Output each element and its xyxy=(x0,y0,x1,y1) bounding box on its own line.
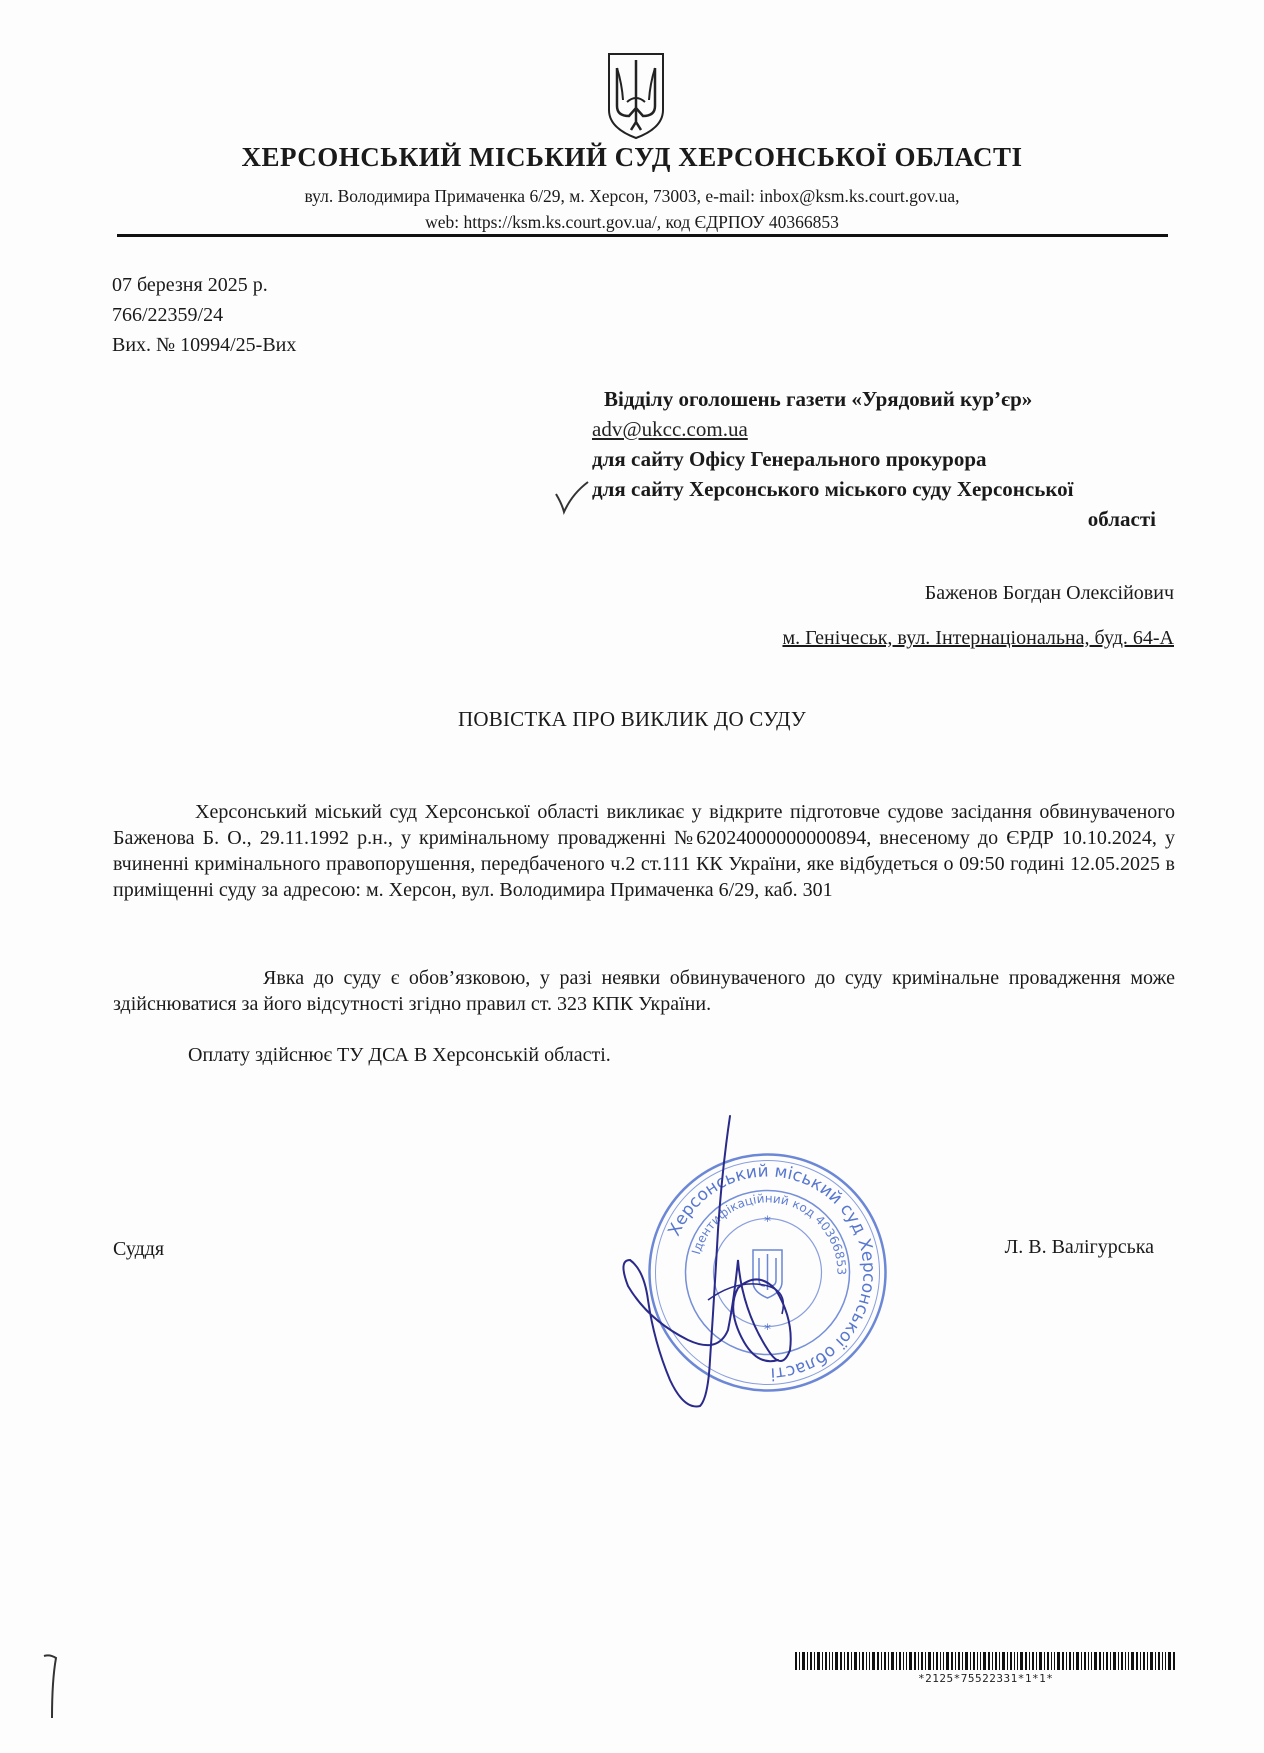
document-title: ПОВІСТКА ПРО ВИКЛИК ДО СУДУ xyxy=(457,707,806,731)
handwritten-signature xyxy=(618,1110,848,1410)
outgoing-number: Вих. № 10994/25-Вих xyxy=(112,334,297,356)
barcode-text: *2125*75522331*1*1* xyxy=(918,1672,1054,1685)
court-address-line1: вул. Володимира Примаченка 6/29, м. Херсон, 73003, e-mail: inbox@ksm.ks.court.gov.ua, xyxy=(304,186,960,206)
case-number: 766/22359/24 xyxy=(112,304,224,326)
svg-text:*: * xyxy=(764,1322,771,1338)
judge-name: Л. В. Валігурська xyxy=(1004,1236,1154,1258)
seal-inner-text: Ідентифікаційний код 40366853 xyxy=(689,1191,849,1276)
document-date: 07 березня 2025 р. xyxy=(112,274,268,296)
recipient-email: adv@ukcc.com.ua xyxy=(592,417,748,441)
header-divider xyxy=(117,234,1168,237)
recipient-court-site-cont: області xyxy=(1087,507,1156,531)
court-address xyxy=(0,183,1264,235)
checkmark-icon xyxy=(552,480,592,516)
judge-role: Суддя xyxy=(113,1238,165,1260)
recipients-block xyxy=(592,384,1172,534)
body-paragraph-1: Херсонський міський суд Херсонської області викликає у відкрите підготовче судове засідання обвинуваченого Баженова Б. О., 29.11.1992 р.н., у кримінальному провадженні №62024000000000894, внесеному до ЄРДР 10.10.2024, у вчиненні кримінального правопорушення, передбаченого ч.2 ст.111 КК України, яке відбудеться о 09:50 годині 12.05.2025 в приміщенні суду за адресою: м. Херсон, вул. Володимира Примаченка 6/29, каб. 301 xyxy=(113,801,1175,901)
recipient-court-site: для сайту Херсонського міського суду Херсонської xyxy=(592,477,1074,501)
court-address-line2: web: https://ksm.ks.court.gov.ua/, код ЄДРПОУ 40366853 xyxy=(425,212,839,232)
court-name: ХЕРСОНСЬКИЙ МІСЬКИЙ СУД ХЕРСОНСЬКОЇ ОБЛАСТІ xyxy=(241,142,1023,172)
handwritten-mark xyxy=(40,1650,64,1722)
body-paragraph-3: Оплату здійснює ТУ ДСА В Херсонській області. xyxy=(188,1044,611,1066)
seal-outer-text: Херсонський міський суд Херсонської області xyxy=(664,1161,879,1384)
document-meta xyxy=(112,270,296,360)
body-paragraph-2: Явка до суду є обов’язковою, у разі неявки обвинуваченого до суду кримінальне провадження може здійснюватися за його відсутності згідно правил ст. 323 КПК України. xyxy=(113,967,1175,1015)
trident-icon xyxy=(605,50,667,140)
barcode xyxy=(795,1652,1177,1670)
addressee-address: м. Генічеськ, вул. Інтернаціональна, буд. 64-А xyxy=(782,627,1174,649)
recipient-prosecutor-site: для сайту Офісу Генерального прокурора xyxy=(592,447,987,471)
addressee-name: Баженов Богдан Олексійович xyxy=(924,582,1174,604)
svg-text:*: * xyxy=(764,1214,771,1230)
recipient-newspaper: Відділу оголошень газети «Урядовий кур’єр» xyxy=(604,387,1033,411)
